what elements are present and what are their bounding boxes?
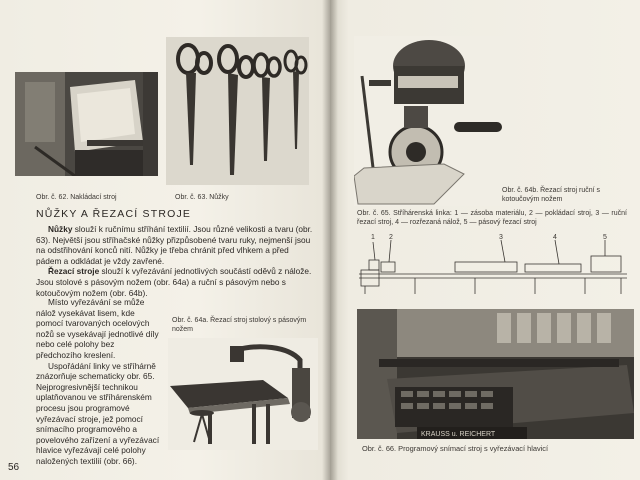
fig65-caption: Obr. č. 65. Stříhárenská linka: 1 — zásoba materiálu, 2 — pokládací stroj, 3 — ruční řezací stroj, 4 — rozřezaná nálož, 5 — pásový řezací stroj: [357, 210, 627, 226]
fig64b-photo: [354, 36, 509, 206]
paragraph-cutting-line: Uspořádání linky ve stříhárně znázorňuje schematicky obr. 65. Nejprogresivnější technikou uplatňovanou ve stříhárenském procesu jsou programové vyřezávací stroje, jež pomocí snímacího programového a povelového zařízení a vyřezávací hlavice vyřezávají celé polohy naložených textilií (obr. 66).: [36, 360, 160, 466]
machine-brand-label: KRAUSS u. REICHERT: [421, 431, 496, 438]
book-gutter: [322, 0, 338, 480]
fig66-caption: Obr. č. 66. Programový snímací stroj s vyřezávací hlavicí: [362, 444, 549, 453]
cutting-machines-term: Řezací stroje: [48, 266, 100, 277]
body-text-narrow: [36, 297, 162, 467]
fig64b-caption: Obr. č. 64b. Řezací stroj ruční s kotoučovým nožem: [502, 187, 601, 203]
diagram-label-2: 2: [389, 234, 393, 241]
paragraph-scissors: slouží k ručnímu stříhání textilií. Jsou různé velikosti a tvaru (obr. 63). Největší jsou stříhačské nůžky přizpůsobené tvaru ruky, nejmenší jsou na odstřihování konců nití. Nůžky je třeba chránit před vlhkem a před pádem a odkládat je vždy zavřené.: [36, 224, 313, 266]
paragraph-die-cutting: Místo vyřezávání se může nálož vysekávat lisem, kde pomocí tvarovaných ocelových nožů se vysekávají jednotlivé díly nebo celé polohy bez předchozího kreslení.: [36, 297, 159, 360]
fig62-photo: [15, 72, 158, 176]
fig62-caption: Obr. č. 62. Nakládací stroj: [36, 194, 117, 201]
diagram-label-4: 4: [553, 234, 557, 241]
diagram-label-5: 5: [603, 234, 607, 241]
fig65-diagram: [355, 230, 631, 296]
fig63-photo: [166, 37, 309, 185]
diagram-label-1: 1: [371, 234, 375, 241]
fig64a-photo: [168, 338, 318, 450]
fig63-caption: Obr. č. 63. Nůžky: [175, 194, 229, 201]
section-title: NŮŽKY A ŘEZACÍ STROJE: [36, 208, 192, 220]
paragraph-cutting-machines: slouží k vyřezávání jednotlivých součástí oděvů z nálože. Jsou stolové s pásovým nožem (obr. 64a) a ruční s pásovým nebo s kotoučovým nožem (obr. 64b).: [36, 266, 312, 298]
fig66-photo: [357, 309, 634, 439]
scissors-term: Nůžky: [48, 224, 73, 234]
fig64a-caption: Obr. č. 64a. Řezací stroj stolový s pásovým nožem: [172, 317, 307, 333]
diagram-label-3: 3: [499, 234, 503, 241]
page-number: 56: [8, 462, 20, 473]
body-text-top: [36, 224, 314, 298]
